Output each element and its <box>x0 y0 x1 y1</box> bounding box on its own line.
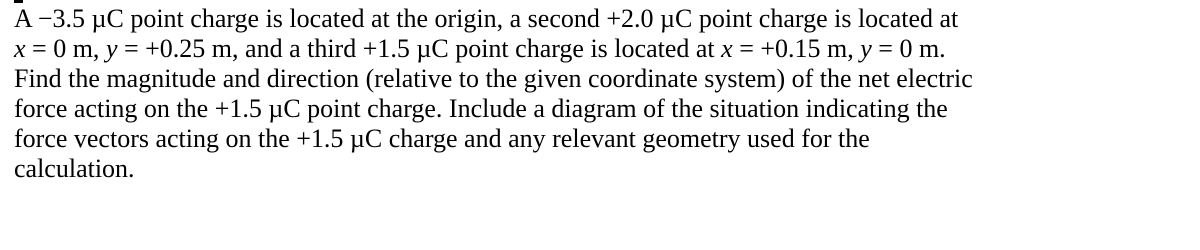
problem-line-5: force vectors acting on the +1.5 µC charge and any relevant geometry used for the <box>14 124 870 153</box>
text-segment: = 0 m, <box>25 34 106 63</box>
problem-line-2 <box>14 34 1194 64</box>
text-segment: = +0.15 m, <box>732 34 861 63</box>
problem-text <box>14 4 1194 184</box>
problem-line-1: A −3.5 µC point charge is located at the origin, a second +2.0 µC point charge is located at <box>14 4 959 33</box>
problem-line-3: Find the magnitude and direction (relative to the given coordinate system) of the net electric <box>14 64 973 93</box>
text-segment: = 0 m. <box>871 34 946 63</box>
text-segment: = +0.25 m, and a third +1.5 µC point charge is located at <box>117 34 722 63</box>
variable-x: x <box>14 34 26 63</box>
variable-y: y <box>860 34 872 63</box>
variable-y: y <box>105 34 118 63</box>
problem-line-4: force acting on the +1.5 µC point charge. Include a diagram of the situation indicating the <box>14 94 948 123</box>
variable-x: x <box>721 34 733 63</box>
corner-mark <box>14 0 23 3</box>
problem-line-6: calculation. <box>14 154 135 183</box>
